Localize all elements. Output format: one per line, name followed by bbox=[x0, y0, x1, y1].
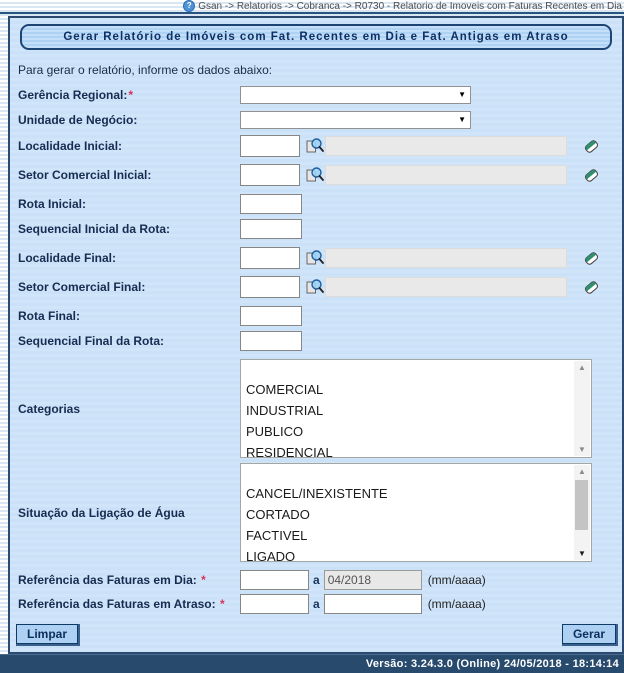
list-option[interactable]: PUBLICO bbox=[246, 424, 304, 439]
range-connector-label: a bbox=[313, 573, 320, 587]
seq-final-label: Sequencial Final da Rota: bbox=[18, 334, 165, 348]
list-option[interactable]: CORTADO bbox=[246, 507, 310, 522]
scroll-down-icon[interactable]: ▼ bbox=[578, 445, 586, 454]
breadcrumb-text[interactable]: Gsan -> Relatorios -> Cobranca -> R0730 - Relatorio de Imoveis com Faturas Recentes em Dia bbox=[198, 0, 622, 12]
seq-inicial-label: Sequencial Inicial da Rota: bbox=[18, 222, 171, 236]
search-icon[interactable] bbox=[303, 135, 325, 157]
field-row-ref-faturas-dia bbox=[18, 570, 618, 590]
unidade-negocio-select[interactable] bbox=[240, 111, 471, 129]
localidade-inicial-label: Localidade Inicial: bbox=[18, 139, 123, 153]
ref-faturas-atraso-label: Referência das Faturas em Atraso: * bbox=[18, 597, 225, 611]
page-title: Gerar Relatório de Imóveis com Fat. Recentes em Dia e Fat. Antigas em Atraso bbox=[20, 24, 612, 50]
list-option[interactable]: FACTIVEL bbox=[246, 528, 308, 543]
ref-atraso-end-input[interactable] bbox=[324, 594, 422, 614]
setor-inicial-name-field bbox=[325, 165, 567, 185]
search-icon[interactable] bbox=[303, 247, 325, 269]
localidade-inicial-input[interactable] bbox=[240, 135, 300, 157]
list-option[interactable]: LIGADO bbox=[246, 549, 296, 562]
eraser-icon[interactable] bbox=[580, 276, 602, 298]
field-row-setor-inicial bbox=[18, 164, 618, 186]
ref-dia-end-field bbox=[324, 570, 422, 590]
button-row bbox=[16, 624, 616, 644]
ref-atraso-start-input[interactable] bbox=[240, 594, 309, 614]
field-row-situacao-ligacao bbox=[18, 463, 618, 562]
range-connector-label: a bbox=[313, 597, 320, 611]
scrollbar-thumb[interactable] bbox=[575, 480, 588, 530]
setor-final-input[interactable] bbox=[240, 276, 300, 298]
field-row-unidade-negocio bbox=[18, 111, 618, 129]
rota-final-input[interactable] bbox=[240, 306, 302, 326]
setor-final-label: Setor Comercial Final: bbox=[18, 280, 146, 294]
required-mark: * bbox=[128, 88, 134, 102]
field-row-localidade-final bbox=[18, 247, 618, 269]
required-mark: * bbox=[219, 597, 225, 611]
situacao-listbox[interactable] bbox=[240, 463, 592, 562]
required-mark: * bbox=[201, 573, 206, 587]
field-row-setor-final bbox=[18, 276, 618, 298]
localidade-final-label: Localidade Final: bbox=[18, 251, 117, 265]
categorias-label: Categorias bbox=[18, 401, 81, 416]
field-row-seq-inicial bbox=[18, 219, 618, 239]
localidade-inicial-name-field bbox=[325, 136, 567, 156]
field-row-ref-faturas-atraso bbox=[18, 594, 618, 614]
scrollbar[interactable] bbox=[574, 361, 590, 456]
chevron-down-icon: ▼ bbox=[458, 90, 466, 99]
scroll-up-icon[interactable]: ▲ bbox=[578, 467, 586, 476]
list-option[interactable]: CANCEL/INEXISTENTE bbox=[246, 486, 388, 501]
rota-inicial-input[interactable] bbox=[240, 194, 302, 214]
field-row-rota-final bbox=[18, 306, 618, 326]
version-text: Versão: 3.24.3.0 (Online) 24/05/2018 - 18:14:14 bbox=[365, 658, 619, 670]
date-format-hint: (mm/aaaa) bbox=[427, 573, 486, 587]
situacao-options bbox=[241, 464, 591, 562]
limpar-button[interactable]: Limpar bbox=[16, 624, 78, 644]
eraser-icon[interactable] bbox=[580, 247, 602, 269]
seq-final-input[interactable] bbox=[240, 331, 302, 351]
setor-inicial-input[interactable] bbox=[240, 164, 300, 186]
form-instructions: Para gerar o relatório, informe os dados abaixo: bbox=[18, 63, 273, 77]
list-option[interactable]: COMERCIAL bbox=[246, 382, 324, 397]
search-icon[interactable] bbox=[303, 164, 325, 186]
field-row-localidade-inicial bbox=[18, 135, 618, 157]
date-format-hint: (mm/aaaa) bbox=[427, 597, 486, 611]
chevron-down-icon: ▼ bbox=[458, 115, 466, 124]
ref-faturas-dia-label: Referência das Faturas em Dia: * bbox=[18, 573, 206, 587]
field-row-rota-inicial bbox=[18, 194, 618, 214]
eraser-icon[interactable] bbox=[580, 135, 602, 157]
situacao-ligacao-label: Situação da Ligação de Água bbox=[18, 505, 185, 520]
setor-final-name-field bbox=[325, 277, 567, 297]
localidade-final-name-field bbox=[325, 248, 567, 268]
list-option[interactable]: INDUSTRIAL bbox=[246, 403, 324, 418]
rota-final-label: Rota Final: bbox=[18, 309, 80, 323]
ref-dia-start-input[interactable] bbox=[240, 570, 309, 590]
field-row-gerencia-regional bbox=[18, 86, 618, 104]
field-row-categorias bbox=[18, 359, 618, 458]
field-row-seq-final bbox=[18, 331, 618, 351]
rota-inicial-label: Rota Inicial: bbox=[18, 197, 87, 211]
list-option[interactable]: RESIDENCIAL bbox=[246, 445, 333, 458]
unidade-negocio-label: Unidade de Negócio: bbox=[18, 113, 138, 127]
categorias-listbox[interactable] bbox=[240, 359, 592, 458]
breadcrumb bbox=[0, 0, 622, 12]
localidade-final-input[interactable] bbox=[240, 247, 300, 269]
report-form-panel bbox=[8, 16, 624, 654]
gerencia-regional-label: Gerência Regional:* bbox=[18, 88, 134, 102]
search-icon[interactable] bbox=[303, 276, 325, 298]
scroll-up-icon[interactable]: ▲ bbox=[578, 363, 586, 372]
header-divider bbox=[0, 12, 624, 14]
version-footer bbox=[0, 654, 624, 673]
help-icon[interactable]: ? bbox=[183, 0, 195, 12]
scroll-down-icon[interactable]: ▼ bbox=[578, 549, 586, 558]
gerencia-regional-select[interactable] bbox=[240, 86, 471, 104]
setor-inicial-label: Setor Comercial Inicial: bbox=[18, 168, 152, 182]
gerar-button[interactable]: Gerar bbox=[562, 624, 616, 644]
eraser-icon[interactable] bbox=[580, 164, 602, 186]
scrollbar[interactable] bbox=[574, 465, 590, 560]
categorias-options bbox=[241, 360, 591, 458]
seq-inicial-input[interactable] bbox=[240, 219, 302, 239]
